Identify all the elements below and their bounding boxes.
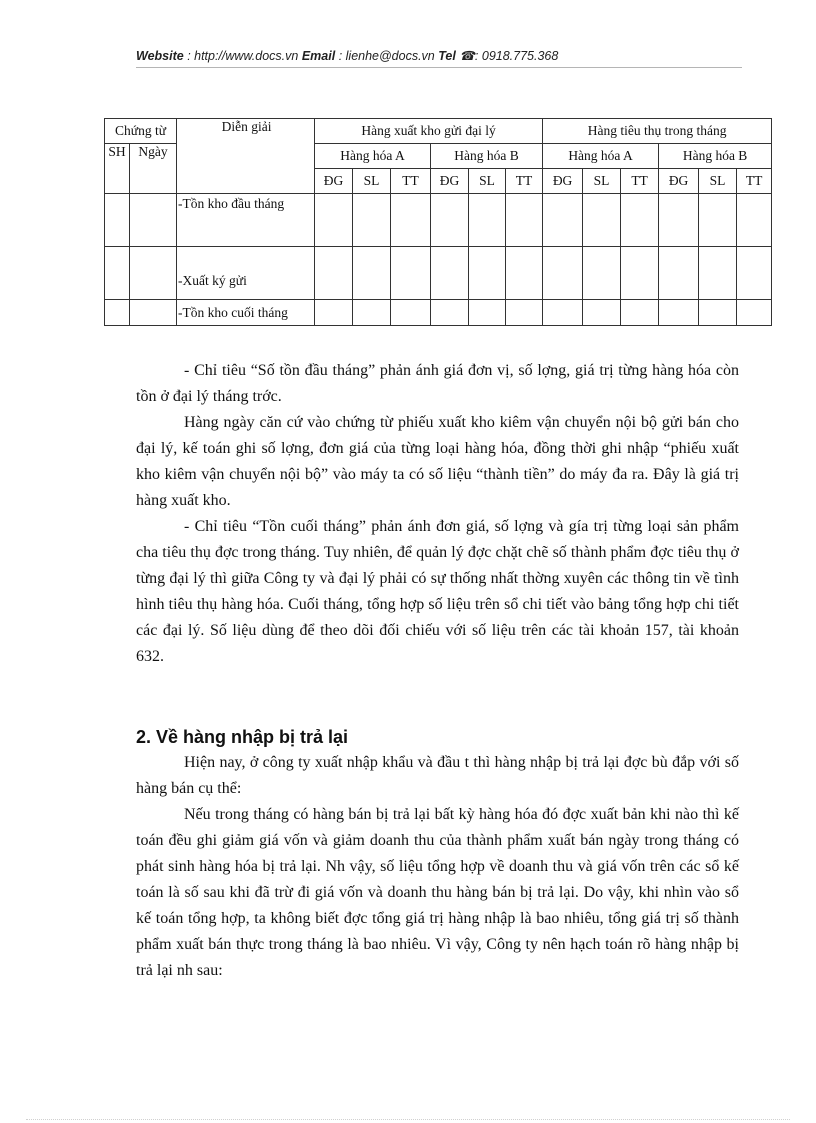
paragraph: Hàng ngày căn cứ vào chứng từ phiếu xuất kho kiêm vận chuyển nội bộ gửi bán cho đại lý, kế toán ghi số lợng, đơn giá của từng loại hàng hóa, đồng thời ghi nhập “phiếu xuất kho kiêm vận chuyển nội bộ” vào máy ta có số liệu “thành tiền” do máy đa ra. Đây là giá trị hàng xuất kho.	[136, 414, 739, 509]
table-cell	[583, 247, 621, 300]
header-hang-xuat-kho: Hàng xuất kho gửi đại lý	[315, 119, 543, 144]
table-cell	[353, 247, 391, 300]
tel-label: Tel	[438, 49, 456, 63]
table-cell	[583, 194, 621, 247]
website-label: Website	[136, 49, 184, 63]
table-cell	[469, 194, 506, 247]
col-tt: TT	[621, 169, 659, 194]
header-hang-tieu-thu: Hàng tiêu thụ trong tháng	[543, 119, 772, 144]
header-chung-tu: Chứng từ	[105, 119, 177, 144]
tel-value: : 0918.775.368	[474, 49, 559, 63]
email-value: : lienhe@docs.vn	[338, 49, 435, 63]
table-cell	[130, 194, 177, 247]
col-sl: SL	[583, 169, 621, 194]
table-cell	[621, 300, 659, 326]
paragraph: - Chỉ tiêu “Tồn cuối tháng” phản ánh đơn giá, số lợng và gía trị từng loại sản phẩm cha tiêu thụ đợc trong tháng. Tuy nhiên, để quản lý đợc chặt chẽ số thành phẩm đợc tiêu thụ ở từng đại lý thì giữa Công ty và đại lý phải có sự thống nhất thờng xuyên các thông tin về tình hình tiêu thụ hàng hóa. Cuối tháng, tổng hợp số liệu trên sổ chi tiết vào bảng tổng hợp chi tiết các đại lý. Số liệu dùng để theo dõi đối chiếu với số liệu trên các tài khoản 157, tài khoản 632.	[136, 518, 739, 665]
col-tt: TT	[506, 169, 543, 194]
header-ngay: Ngày	[130, 144, 177, 194]
email-label: Email	[301, 49, 336, 63]
table-row	[105, 194, 772, 247]
table-cell	[699, 300, 737, 326]
col-dg: ĐG	[543, 169, 583, 194]
ledger-table	[104, 118, 772, 326]
header-tieuthu-hang-a: Hàng hóa A	[543, 144, 659, 169]
paragraph: - Chỉ tiêu “Số tồn đầu tháng” phản ánh giá đơn vị, số lợng, giá trị từng hàng hóa còn tồn ở đại lý tháng trớc.	[136, 362, 739, 405]
table-cell	[431, 194, 469, 247]
page-header	[136, 48, 742, 63]
table-row	[105, 247, 772, 300]
col-dg: ĐG	[431, 169, 469, 194]
table-row	[105, 300, 772, 326]
header-divider	[136, 67, 742, 68]
table-cell	[737, 300, 772, 326]
paragraph-block-2	[136, 750, 739, 984]
table-cell	[506, 247, 543, 300]
table-cell	[699, 247, 737, 300]
table-cell	[699, 194, 737, 247]
table-cell	[391, 194, 431, 247]
table-cell	[315, 194, 353, 247]
col-tt: TT	[737, 169, 772, 194]
section-heading: 2. Về hàng nhập bị trả lại	[136, 727, 349, 747]
col-sl: SL	[699, 169, 737, 194]
table-cell	[659, 194, 699, 247]
table-cell	[105, 247, 130, 300]
header-sh: SH	[105, 144, 130, 194]
row-label-ton-dau: -Tồn kho đầu tháng	[177, 194, 315, 247]
table-cell	[315, 300, 353, 326]
table-cell	[621, 194, 659, 247]
footer-divider	[26, 1119, 790, 1120]
header-xuat-hang-a: Hàng hóa A	[315, 144, 431, 169]
table-cell	[105, 300, 130, 326]
table-cell	[469, 300, 506, 326]
table-cell	[469, 247, 506, 300]
table-cell	[506, 300, 543, 326]
table-cell	[543, 300, 583, 326]
header-tieuthu-hang-b: Hàng hóa B	[659, 144, 772, 169]
col-sl: SL	[469, 169, 506, 194]
table-cell	[130, 247, 177, 300]
table-cell	[737, 194, 772, 247]
table-cell	[353, 300, 391, 326]
table-cell	[583, 300, 621, 326]
table-cell	[130, 300, 177, 326]
table-cell	[315, 247, 353, 300]
phone-icon: ☎	[459, 49, 475, 63]
table-cell	[431, 300, 469, 326]
paragraph-block-1	[136, 358, 739, 670]
col-dg: ĐG	[315, 169, 353, 194]
table-cell	[621, 247, 659, 300]
table-cell	[431, 247, 469, 300]
table-cell	[105, 194, 130, 247]
table-cell	[506, 194, 543, 247]
table-cell	[391, 247, 431, 300]
col-dg: ĐG	[659, 169, 699, 194]
table-cell	[543, 247, 583, 300]
row-label-xuat-ky-gui: -Xuất ký gửi	[177, 247, 315, 300]
table-cell	[659, 247, 699, 300]
table-cell	[737, 247, 772, 300]
header-xuat-hang-b: Hàng hóa B	[431, 144, 543, 169]
website-value: : http://www.docs.vn	[187, 49, 299, 63]
paragraph: Hiện nay, ở công ty xuất nhập khẩu và đầu t thì hàng nhập bị trả lại đợc bù đắp với số hàng bán cụ thể:	[136, 754, 739, 797]
row-label-ton-cuoi: -Tồn kho cuối tháng	[177, 300, 315, 326]
table-cell	[353, 194, 391, 247]
col-tt: TT	[391, 169, 431, 194]
table-cell	[659, 300, 699, 326]
paragraph: Nếu trong tháng có hàng bán bị trả lại bất kỳ hàng hóa đó đợc xuất bản khi nào thì kế toán đều ghi giảm giá vốn và giảm doanh thu của thành phẩm xuất bán ngày trong tháng có phát sinh hàng hóa bị trả lại. Nh vậy, số liệu tổng hợp về doanh thu và giá vốn trên các sổ kế toán là số sau khi đã trừ đi giá vốn và doanh thu hàng bán bị trả lại. Do vậy, khi nhìn vào sổ kế toán tổng hợp, ta không biết đợc tổng giá trị hàng nhập là bao nhiêu, tổng giá trị số thành phẩm xuất bán thực trong tháng là bao nhiêu. Vì vậy, Công ty nên hạch toán rõ hàng nhập bị trả lại nh sau:	[136, 806, 739, 979]
col-sl: SL	[353, 169, 391, 194]
table-cell	[543, 194, 583, 247]
table-cell	[391, 300, 431, 326]
header-dien-giai: Diễn giải	[177, 119, 315, 194]
